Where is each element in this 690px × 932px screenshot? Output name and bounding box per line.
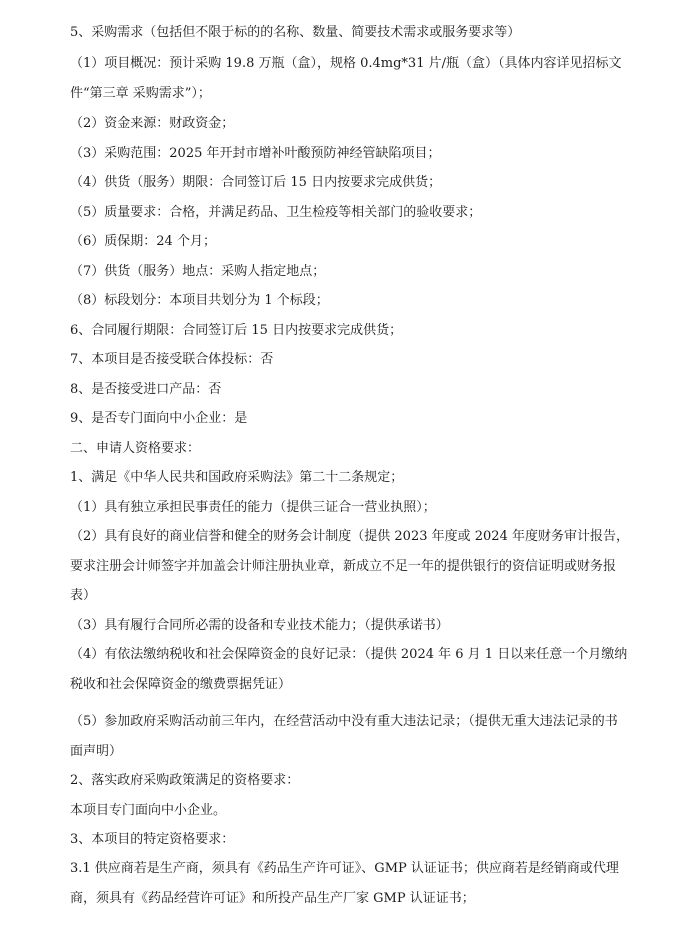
paragraph-policy-requirements: 2、落实政府采购政策满足的资格要求： — [70, 773, 300, 788]
paragraph-quality-requirement: （5）质量要求：合格，并满足药品、卫生检疫等相关部门的验收要求； — [70, 205, 482, 220]
paragraph-financial-system: （2）具有良好的商业信誉和健全的财务会计制度（提供 2023 年度或 2024 年度财务审计报告，要求注册会计师签字并加盖会计师注册执业章，新成立不足一年的提供银行的资信证明或财务报表） — [70, 529, 629, 603]
paragraph-fund-source: （2）资金来源：财政资金； — [70, 116, 235, 131]
paragraph-no-violations: （5）参加政府采购活动前三年内，在经营活动中没有重大违法记录；（提供无重大违法记录的书面声明） — [70, 714, 618, 759]
paragraph-tax-records: （4）有依法缴纳税收和社会保障资金的良好记录：（提供 2024 年 6 月 1 日以来任意一个月缴纳税收和社会保障资金的缴费票据凭证） — [70, 647, 628, 692]
paragraph-sme-only: 本项目专门面向中小企业。 — [70, 803, 227, 818]
paragraph-license-requirement: 3.1 供应商若是生产商，须具有《药品生产许可证》、GMP 认证证书；供应商若是经销商或代理商，须具有《药品经营许可证》和所投产品生产厂家 GMP 认证证书； — [70, 861, 619, 906]
paragraph-delivery-period: （4）供货（服务）期限：合同签订后 15 日内按要求完成供货； — [70, 175, 442, 190]
paragraph-consortium: 7、本项目是否接受联合体投标：否 — [70, 352, 274, 367]
paragraph-equipment-capability: （3）具有履行合同所必需的设备和专业技术能力；（提供承诺书） — [70, 618, 449, 633]
paragraph-civil-liability: （1）具有独立承担民事责任的能力（提供三证合一营业执照）； — [70, 500, 436, 515]
paragraph-procurement-needs: 5、采购需求（包括但不限于标的的名称、数量、简要技术需求或服务要求等） — [70, 25, 521, 40]
section-heading-qualifications: 二、申请人资格要求： — [70, 441, 201, 456]
paragraph-imported-products: 8、是否接受进口产品：否 — [70, 382, 222, 397]
paragraph-contract-period: 6、合同履行期限：合同签订后 15 日内按要求完成供货； — [70, 323, 403, 338]
paragraph-lot-division: （8）标段划分：本项目共划分为 1 个标段； — [70, 293, 329, 308]
paragraph-sme: 9、是否专门面向中小企业：是 — [70, 411, 248, 426]
paragraph-warranty: （6）质保期：24 个月； — [70, 234, 216, 249]
paragraph-project-overview: （1）项目概况：预计采购 19.8 万瓶（盒），规格 0.4mg*31 片/瓶（盒）（具体内容详见招标文件“第三章 采购需求”）； — [70, 56, 622, 101]
paragraph-procurement-law: 1、满足《中华人民共和国政府采购法》第二十二条规定； — [70, 470, 404, 485]
paragraph-specific-requirements: 3、本项目的特定资格要求： — [70, 832, 235, 847]
paragraph-delivery-location: （7）供货（服务）地点：采购人指定地点； — [70, 264, 326, 279]
paragraph-procurement-scope: （3）采购范围：2025 年开封市增补叶酸预防神经管缺陷项目； — [70, 146, 441, 161]
